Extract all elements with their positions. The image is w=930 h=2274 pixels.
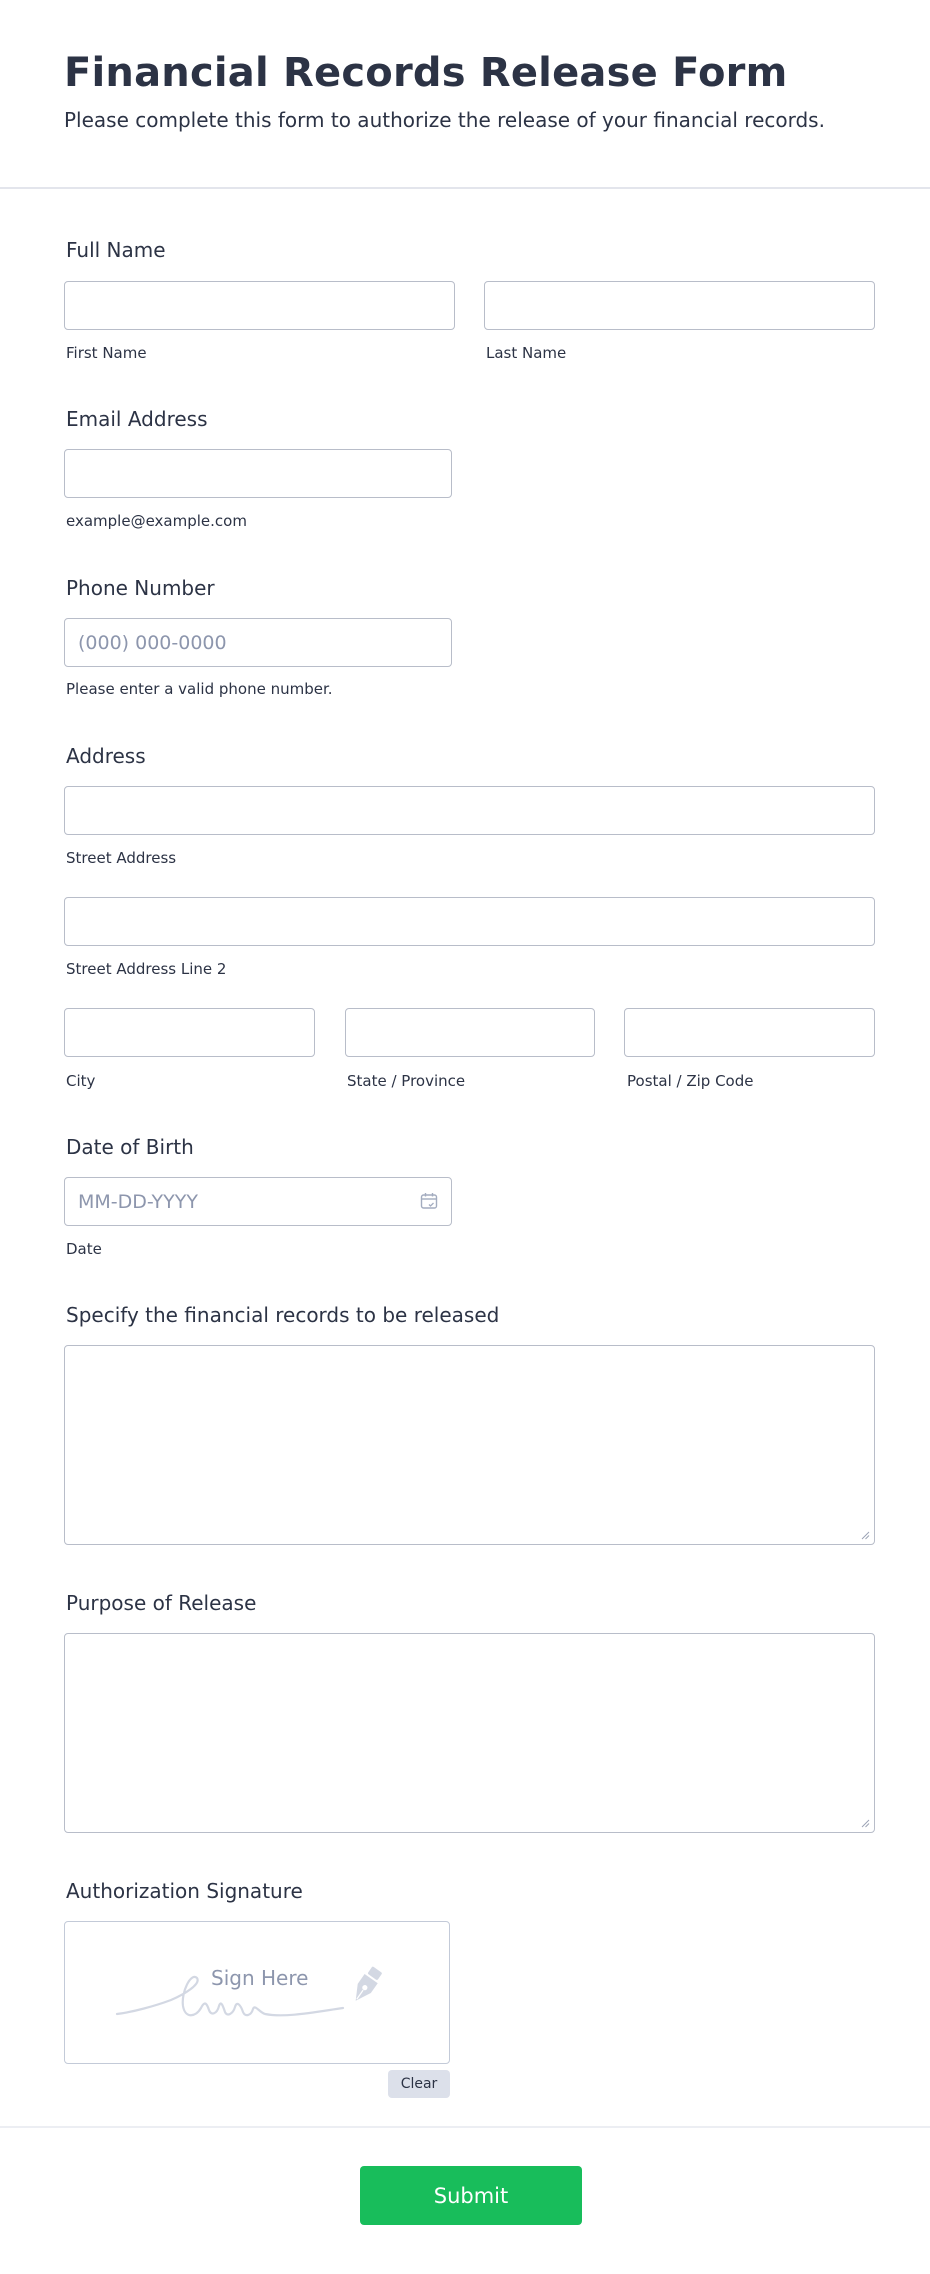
- full-name-label: Full Name: [66, 238, 166, 262]
- state-province-input[interactable]: [345, 1008, 595, 1057]
- last-name-sublabel: Last Name: [486, 344, 567, 362]
- clear-signature-button[interactable]: Clear: [388, 2070, 450, 2098]
- street-address-input[interactable]: [64, 786, 875, 835]
- purpose-textarea[interactable]: [64, 1633, 875, 1833]
- records-textarea[interactable]: [64, 1345, 875, 1545]
- email-input[interactable]: [64, 449, 452, 498]
- city-sublabel: City: [66, 1072, 96, 1090]
- sign-here-placeholder: Sign Here: [211, 1966, 309, 1990]
- records-label: Specify the financial records to be released: [66, 1303, 500, 1327]
- last-name-input[interactable]: [484, 281, 875, 330]
- dob-sublabel: Date: [66, 1240, 102, 1258]
- form-title: Financial Records Release Form: [64, 50, 788, 96]
- first-name-sublabel: First Name: [66, 344, 147, 362]
- street-address-line2-input[interactable]: [64, 897, 875, 946]
- signature-pad[interactable]: [64, 1921, 450, 2064]
- email-label: Email Address: [66, 407, 208, 431]
- email-sublabel: example@example.com: [66, 512, 247, 530]
- first-name-input[interactable]: [64, 281, 455, 330]
- city-input[interactable]: [64, 1008, 315, 1057]
- street-address-line2-sublabel: Street Address Line 2: [66, 960, 227, 978]
- dob-input[interactable]: [64, 1177, 452, 1226]
- purpose-label: Purpose of Release: [66, 1591, 257, 1615]
- address-label: Address: [66, 744, 146, 768]
- calendar-icon[interactable]: [420, 1192, 438, 1210]
- phone-input[interactable]: [64, 618, 452, 667]
- form-header: [0, 0, 930, 189]
- footer-divider: [0, 2126, 930, 2128]
- resize-grip-icon[interactable]: [860, 1530, 870, 1540]
- phone-sublabel: Please enter a valid phone number.: [66, 680, 333, 698]
- signature-label: Authorization Signature: [66, 1879, 303, 1903]
- postal-code-sublabel: Postal / Zip Code: [627, 1072, 754, 1090]
- phone-label: Phone Number: [66, 576, 215, 600]
- dob-label: Date of Birth: [66, 1135, 194, 1159]
- pen-nib-icon: [343, 1964, 389, 2008]
- state-province-sublabel: State / Province: [347, 1072, 466, 1090]
- postal-code-input[interactable]: [624, 1008, 875, 1057]
- street-address-sublabel: Street Address: [66, 849, 177, 867]
- form-subtitle: Please complete this form to authorize the release of your financial records.: [64, 108, 825, 132]
- submit-button[interactable]: Submit: [360, 2166, 582, 2225]
- resize-grip-icon[interactable]: [860, 1818, 870, 1828]
